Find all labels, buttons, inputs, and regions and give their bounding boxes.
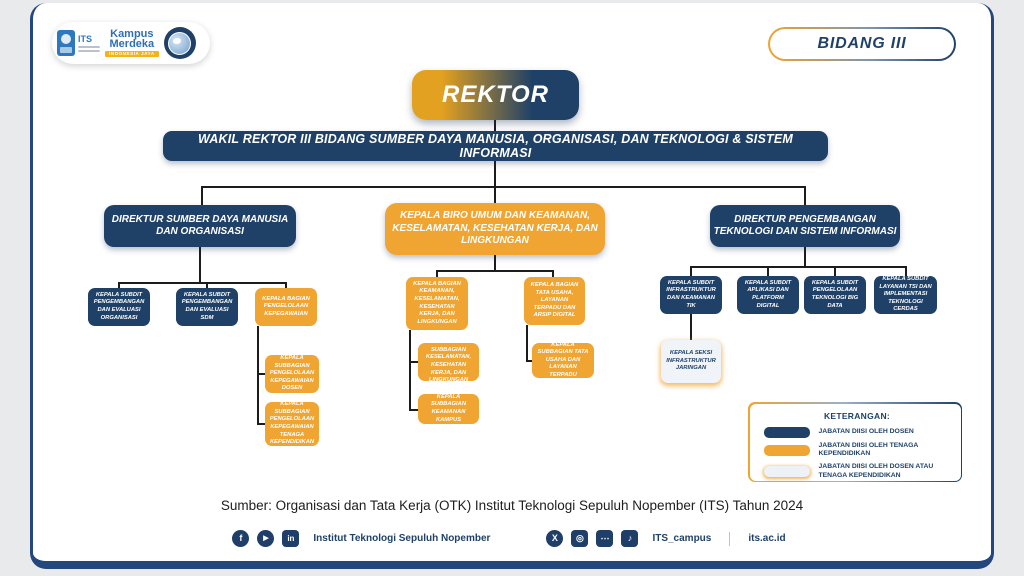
node-rektor: REKTOR: [412, 70, 579, 120]
bidang-badge: [768, 27, 956, 61]
node-bagian-tata-usaha: KEPALA BAGIAN TATA USAHA, LAYANAN TERPADU DAN ARSIP DIGITAL: [524, 277, 585, 325]
node-subdit-infrastruktur: KEPALA SUBDIT INFRASTRUKTUR DAN KEAMANAN TIK: [660, 276, 722, 314]
node-direktur-dptsi: DIREKTUR PENGEMBANGAN TEKNOLOGI DAN SISTEM INFORMASI: [710, 205, 900, 247]
legend-label-dosen: JABATAN DIISI OLEH DOSEN: [818, 427, 914, 435]
legend-swatch-both: [764, 466, 810, 477]
legend-row-dosen: [764, 427, 951, 438]
facebook-icon[interactable]: f: [232, 530, 249, 547]
legend-label-both: JABATAN DIISI OLEH DOSEN ATAU TENAGA KEPENDIDIKAN: [818, 463, 934, 479]
youtube-icon[interactable]: ▶: [257, 530, 274, 547]
linkedin-icon[interactable]: in: [282, 530, 299, 547]
logo-pill: [52, 22, 210, 64]
connector-line: [690, 266, 906, 268]
node-subdit-layanan-tsi: KEPALA SUBDIT LAYANAN TSI DAN IMPLEMENTASI TEKNOLOGI CERDAS: [874, 276, 937, 314]
node-subbagian-keamanan-kampus: KEPALA SUBBAGIAN KEAMANAN KAMPUS: [418, 394, 479, 424]
connector-line: [494, 186, 496, 203]
x-icon[interactable]: X: [546, 530, 563, 547]
legend-swatch-dosen: [764, 427, 810, 438]
connector-line: [436, 270, 438, 277]
footer-bar: [0, 530, 1024, 547]
bidang-badge-label: BIDANG III: [770, 29, 954, 59]
node-wakil-rektor: WAKIL REKTOR III BIDANG SUMBER DAYA MANUSIA, ORGANISASI, DAN TEKNOLOGI & SISTEM INFORMASI: [163, 131, 828, 161]
connector-line: [690, 314, 692, 340]
node-subbagian-kepegawaian-dosen: KEPALA SUBBAGIAN PENGELOLAAN KEPEGAWAIAN DOSEN: [265, 355, 319, 393]
connector-line: [257, 373, 265, 375]
its-emblem-icon: [57, 30, 75, 56]
its-logo-label: ITS: [78, 33, 93, 44]
connector-line: [409, 330, 411, 410]
footer-institution-label: Institut Teknologi Sepuluh Nopember: [313, 533, 491, 544]
kampus-merdeka-logo: [105, 29, 159, 57]
connector-line: [494, 253, 496, 271]
connector-line: [834, 266, 836, 276]
connector-line: [118, 282, 287, 284]
kampus-merdeka-line2: Merdeka: [109, 38, 155, 51]
footer-website[interactable]: its.ac.id: [748, 533, 786, 544]
connector-line: [804, 247, 806, 267]
connector-line: [494, 161, 496, 187]
connector-line: [526, 325, 528, 361]
node-bagian-keamanan-k3l: KEPALA BAGIAN KEAMANAN, KESELAMATAN, KESEHATAN KERJA, DAN LINGKUNGAN: [406, 277, 468, 330]
instagram-icon[interactable]: ◎: [571, 530, 588, 547]
globe-inner: [168, 32, 191, 55]
node-subdit-aplikasi: KEPALA SUBDIT APLIKASI DAN PLATFORM DIGITAL: [737, 276, 799, 314]
legend-swatch-tendik: [764, 445, 810, 456]
its-logo-text: [78, 35, 100, 52]
connector-line: [257, 423, 265, 425]
legend-box: [748, 402, 962, 482]
line-chat-icon[interactable]: ⋯: [596, 530, 613, 547]
legend-row-both: [764, 463, 951, 481]
legend-label-tendik: JABATAN DIISI OLEH TENAGA KEPENDIDIKAN: [818, 441, 919, 458]
node-subdit-evaluasi-organisasi: KEPALA SUBDIT PENGEMBANGAN DAN EVALUASI ORGANISASI: [88, 288, 150, 326]
connector-line: [767, 266, 769, 276]
indonesia-jaya-strip: INDONESIA JAYA: [105, 51, 159, 57]
source-note: Sumber: Organisasi dan Tata Kerja (OTK) Institut Teknologi Sepuluh Nopember (ITS) Tahun 2024: [220, 498, 804, 513]
connector-line: [905, 266, 907, 276]
connector-line: [494, 120, 496, 131]
legend-title: KETERANGAN:: [823, 410, 891, 421]
footer-social-handle: ITS_campus: [652, 533, 712, 544]
node-subbagian-tata-usaha: KEPALA SUBBAGIAN TATA USAHA DAN LAYANAN TERPADU: [532, 343, 594, 378]
node-kepala-biro-umum: KEPALA BIRO UMUM DAN KEAMANAN, KESELAMATAN, KESEHATAN KERJA, DAN LINGKUNGAN: [385, 203, 605, 255]
its-logo-subline: [78, 50, 100, 52]
connector-line: [804, 186, 806, 205]
connector-line: [552, 270, 554, 277]
node-bagian-pengelolaan-kepegawaian: KEPALA BAGIAN PENGELOLAAN KEPEGAWAIAN: [255, 288, 317, 326]
tiktok-icon[interactable]: ♪: [621, 530, 638, 547]
connector-line: [409, 361, 418, 363]
node-subdit-bigdata: KEPALA SUBDIT PENGELOLAAN TEKNOLOGI BIG DATA: [804, 276, 866, 314]
node-direktur-sdmo: DIREKTUR SUMBER DAYA MANUSIA DAN ORGANISASI: [104, 205, 296, 247]
connector-line: [201, 186, 203, 205]
connector-line: [257, 326, 259, 424]
footer-divider: [729, 532, 730, 546]
kampus-merdeka-line1: Kampus: [110, 27, 154, 40]
its-logo-subline: [78, 46, 100, 48]
connector-line: [409, 409, 418, 411]
connector-line: [690, 266, 692, 276]
legend-row-tendik: [764, 442, 951, 460]
node-subdit-evaluasi-sdm: KEPALA SUBDIT PENGEMBANGAN DAN EVALUASI SDM: [176, 288, 238, 326]
connector-line: [199, 247, 201, 283]
node-seksi-infrastruktur-jaringan: KEPALA SEKSI INFRASTRUKTUR JARINGAN: [661, 340, 721, 383]
its-logo: [57, 30, 100, 56]
its-globe-logo-icon: [164, 27, 196, 59]
connector-line: [436, 270, 554, 272]
node-subbagian-kepegawaian-tendik: KEPALA SUBBAGIAN PENGELOLAAN KEPEGAWAIAN TENAGA KEPENDIDIKAN: [265, 402, 319, 446]
node-subbagian-k3l: KEPALA SUBBAGIAN KESELAMATAN, KESEHATAN KERJA, DAN LINGKUNGAN: [418, 343, 479, 381]
connector-line: [201, 186, 805, 188]
